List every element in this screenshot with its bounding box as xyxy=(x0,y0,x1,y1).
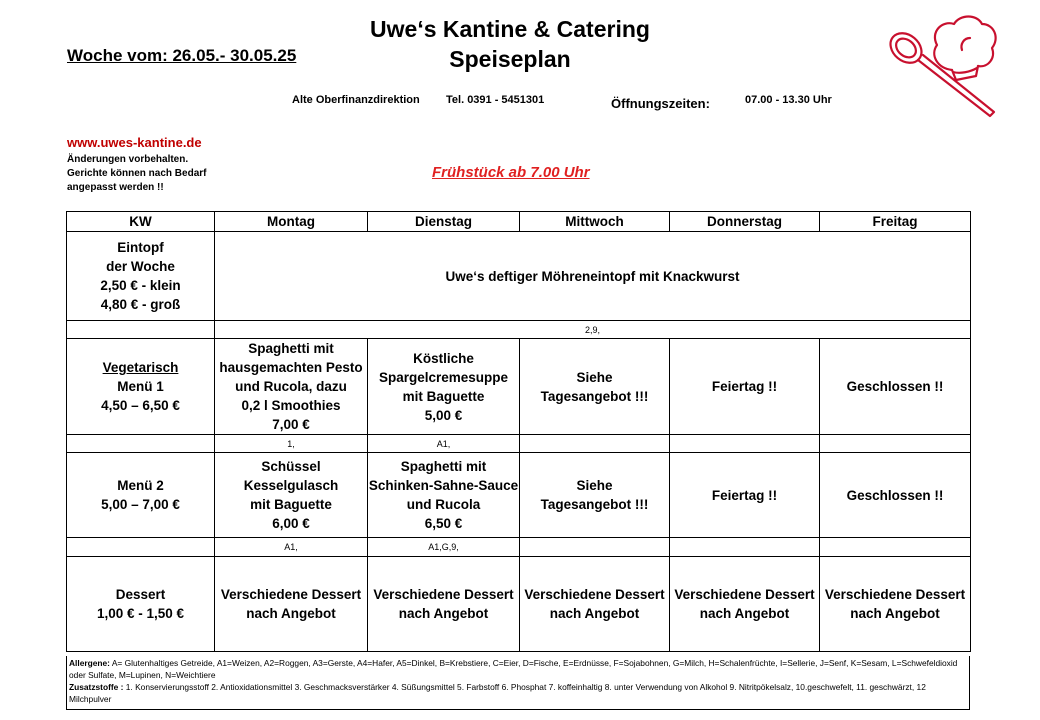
notice-line-3: angepasst werden !! xyxy=(67,182,164,193)
label-line: 1,00 € - 1,50 € xyxy=(96,606,185,621)
dish-price: 5,00 € xyxy=(424,407,463,423)
dish-line: Spaghetti mit xyxy=(248,341,334,356)
allergen-cell: A1,G,9, xyxy=(368,538,520,557)
dish-price: 6,50 € xyxy=(424,516,463,531)
table-row-allergens xyxy=(67,321,971,339)
dish-line: Spaghetti mit xyxy=(400,459,487,474)
dessert-tuesday xyxy=(368,557,520,652)
eintopf-dish: Uwe‘s deftiger Möhreneintopf mit Knackwurst xyxy=(215,232,971,321)
dish-line: Köstliche xyxy=(413,350,474,366)
label-line: 2,50 € - klein xyxy=(100,278,181,293)
dish-line: mit Baguette xyxy=(402,388,485,404)
table-row-dessert xyxy=(67,557,971,652)
table-row-allergens xyxy=(67,435,971,453)
label-line: Menü 2 xyxy=(117,478,164,493)
legend xyxy=(66,656,970,710)
menu1-wednesday xyxy=(520,339,670,435)
website-link[interactable]: www.uwes-kantine.de xyxy=(67,135,202,150)
column-header: Freitag xyxy=(820,212,971,232)
dish-line: Tagesangebot !!! xyxy=(540,388,649,404)
menu2-tuesday xyxy=(368,453,520,538)
menu1-monday xyxy=(215,339,368,435)
opening-hours: 07.00 - 13.30 Uhr xyxy=(745,94,832,106)
dish-line: Verschiedene Dessert xyxy=(674,587,815,602)
allergen-legend-text: A= Glutenhaltiges Getreide, A1=Weizen, A2=Roggen, A3=Gerste, A4=Hafer, A5=Dinkel, B=Krebstiere, C=Eier, D=Fische, E=Erdnüsse, F=Sojabohnen, G=Milch, H=Schalenfrüchte, I=Sellerie, J=Senf, K=Sesam, L=Schwefeldioxid oder Sulfate, M=Lupinen, N=Weichtiere xyxy=(69,658,958,680)
dish-line: Schüssel Kesselgulasch xyxy=(243,459,339,493)
column-header: Donnerstag xyxy=(670,212,820,232)
label-line: Vegetarisch xyxy=(102,360,179,375)
label-line: Dessert xyxy=(115,587,166,602)
label-line: 4,50 – 6,50 € xyxy=(101,398,180,413)
additives-legend xyxy=(69,681,967,705)
label-line: Menü 1 xyxy=(117,379,164,394)
allergen-cell: 1, xyxy=(215,435,368,453)
menu-table xyxy=(66,211,971,652)
allergen-cell: A1, xyxy=(215,538,368,557)
title-line-1: Uwe‘s Kantine & Catering xyxy=(370,16,650,42)
table-row-allergens xyxy=(67,538,971,557)
menu1-thursday: Feiertag !! xyxy=(670,339,820,435)
column-header: KW xyxy=(67,212,215,232)
dish-line: Spargelcremesuppe xyxy=(378,369,509,385)
menu2-label xyxy=(67,453,215,538)
title-line-2: Speiseplan xyxy=(449,46,571,72)
menu1-tuesday xyxy=(368,339,520,435)
dessert-label xyxy=(67,557,215,652)
dish-price: 6,00 € xyxy=(272,516,310,531)
menu2-thursday: Feiertag !! xyxy=(670,453,820,538)
menu2-monday xyxy=(215,453,368,538)
dish-line: und Rucola, dazu xyxy=(235,379,347,394)
chef-hat-spoon-icon xyxy=(882,10,1002,125)
dish-line: mit Baguette xyxy=(250,497,332,512)
allergen-cell xyxy=(670,538,820,557)
column-header: Montag xyxy=(215,212,368,232)
dish-line: Schinken-Sahne-Sauce xyxy=(368,478,519,493)
menu1-friday: Geschlossen !! xyxy=(820,339,971,435)
label-line: der Woche xyxy=(106,259,175,274)
notice-line-1: Änderungen vorbehalten. xyxy=(67,154,189,165)
dish-line: nach Angebot xyxy=(699,606,790,621)
dish-price: 7,00 € xyxy=(272,417,310,432)
eintopf-label xyxy=(67,232,215,321)
menu2-wednesday xyxy=(520,453,670,538)
week-range: Woche vom: 26.05.- 30.05.25 xyxy=(67,46,297,65)
dish-line: Verschiedene Dessert xyxy=(373,587,514,602)
dish-line: hausgemachten Pesto xyxy=(219,360,363,375)
menu2-friday: Geschlossen !! xyxy=(820,453,971,538)
label-line: Eintopf xyxy=(117,240,164,255)
menu1-label xyxy=(67,339,215,435)
table-row-menu2 xyxy=(67,453,971,538)
allergen-cell xyxy=(670,435,820,453)
dessert-friday xyxy=(820,557,971,652)
dish-line: Verschiedene Dessert xyxy=(824,587,966,602)
address: Alte Oberfinanzdirektion xyxy=(292,94,420,106)
table-row-eintopf xyxy=(67,232,971,321)
opening-hours-label: Öffnungszeiten: xyxy=(611,96,710,111)
phone: Tel. 0391 - 5451301 xyxy=(446,94,545,106)
dessert-thursday xyxy=(670,557,820,652)
dish-line: Siehe xyxy=(576,478,613,493)
allergen-cell xyxy=(520,538,670,557)
page-title xyxy=(300,14,720,74)
table-header-row xyxy=(67,212,971,232)
dish-line: Verschiedene Dessert xyxy=(220,587,362,602)
dish-line: nach Angebot xyxy=(549,606,640,621)
column-header: Mittwoch xyxy=(520,212,670,232)
allergen-cell: 2,9, xyxy=(215,321,971,339)
label-line: 5,00 – 7,00 € xyxy=(101,497,180,512)
dish-line: nach Angebot xyxy=(398,606,489,621)
change-notice xyxy=(67,153,206,195)
dessert-wednesday xyxy=(520,557,670,652)
allergen-cell: A1, xyxy=(368,435,520,453)
label-line: 4,80 € - groß xyxy=(100,297,181,312)
additives-legend-text: 1. Konservierungsstoff 2. Antioxidationsmittel 3. Geschmacksverstärker 4. Süßungsmittel 5. Farbstoff 6. Phosphat 7. koffeinhaltig 8. unter Verwendung von Alkohol 9. Nitritpökelsalz, 10.geschwefelt, 11. geschwärzt, 12 Milchpulver xyxy=(69,682,926,704)
breakfast-notice: Frühstück ab 7.00 Uhr xyxy=(432,164,590,181)
allergen-cell xyxy=(820,538,971,557)
dish-line: und Rucola xyxy=(406,497,481,512)
dish-line: Tagesangebot !!! xyxy=(540,497,649,512)
dish-line: nach Angebot xyxy=(246,606,336,621)
dish-line: Verschiedene Dessert xyxy=(524,587,665,602)
allergen-cell xyxy=(520,435,670,453)
notice-line-2: Gerichte können nach Bedarf xyxy=(67,168,207,179)
dessert-monday xyxy=(215,557,368,652)
dish-line: 0,2 l Smoothies xyxy=(241,398,341,413)
allergen-cell xyxy=(820,435,971,453)
column-header: Dienstag xyxy=(368,212,520,232)
allergen-legend-label: Allergene: xyxy=(69,658,110,668)
additives-legend-label: Zusatzstoffe : xyxy=(69,682,124,692)
table-row-menu1 xyxy=(67,339,971,435)
dish-line: nach Angebot xyxy=(850,606,940,621)
allergen-legend xyxy=(69,657,967,681)
dish-line: Siehe xyxy=(576,369,613,385)
